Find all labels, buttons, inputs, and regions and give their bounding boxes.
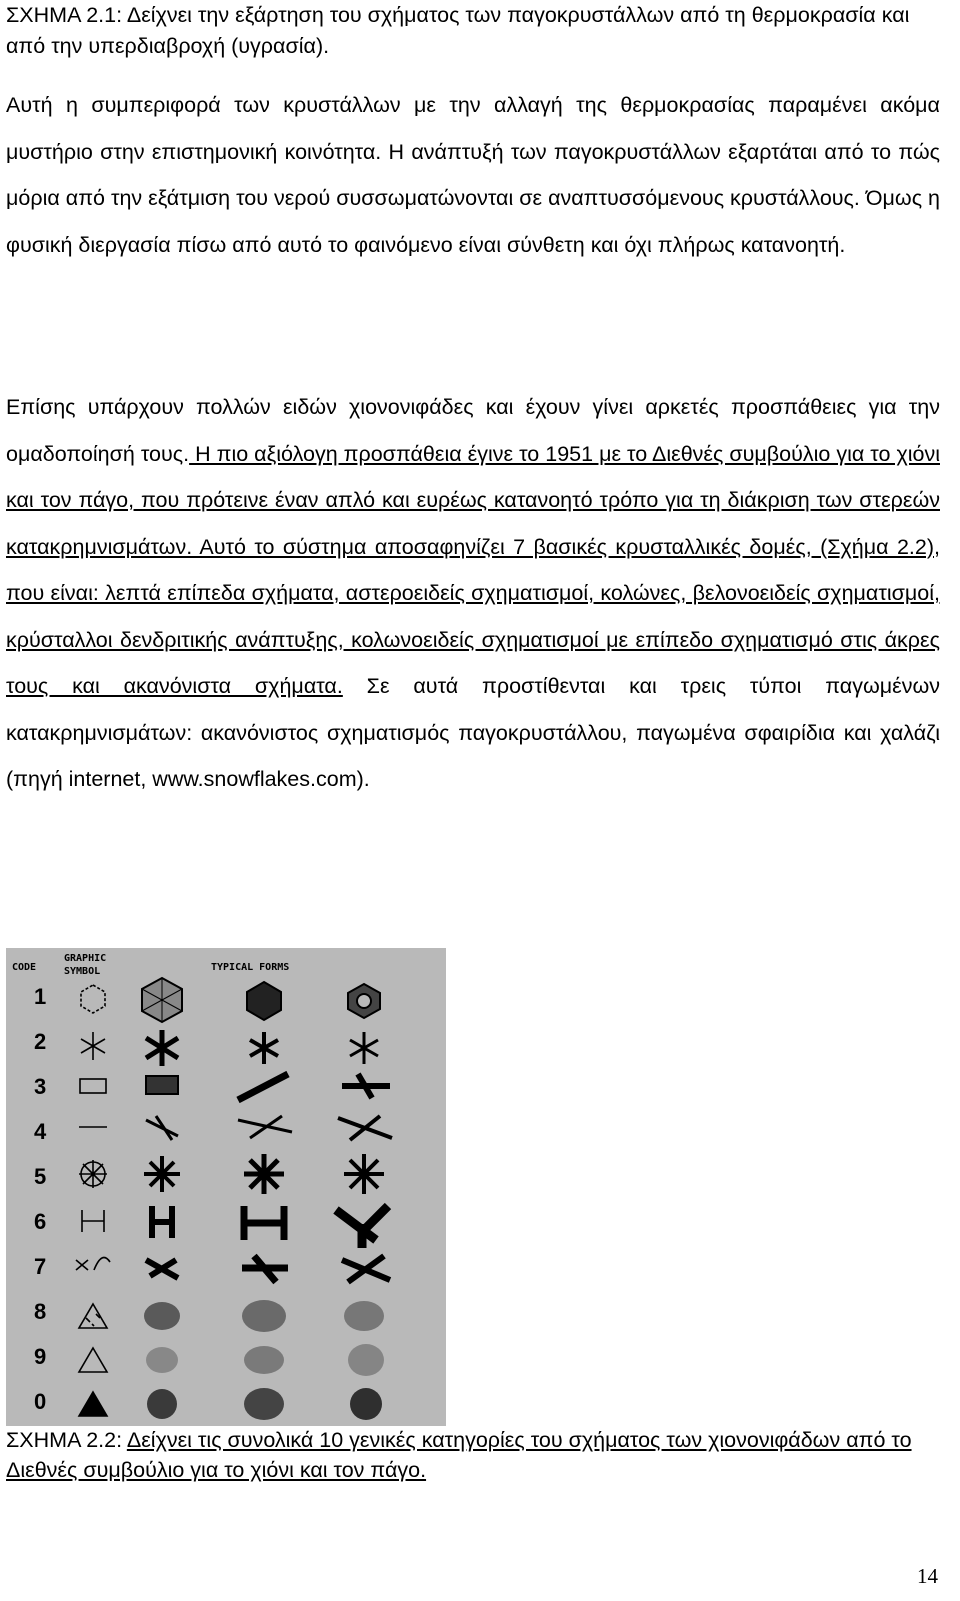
symbol-sleet-icon [79, 1348, 107, 1372]
paragraph-2-intro: Επίσης υπάρχουν πολλών ειδών χιονονιφάδες και έχουν γίνει αρκετές προσπάθειες για την ομαδοποίησή τους. [6, 395, 940, 466]
figure-2-2-caption [6, 1425, 946, 1485]
code-column [34, 984, 47, 1414]
header-graphic-line2: SYMBOL [64, 966, 101, 977]
form-row-graupel [144, 1300, 384, 1332]
form-row-sleet [146, 1344, 384, 1376]
form-row-needles [146, 1116, 392, 1140]
code-6: 6 [34, 1209, 47, 1234]
graphic-symbols [76, 985, 110, 1416]
code-3: 3 [34, 1074, 47, 1099]
code-8: 8 [34, 1299, 47, 1324]
page-number: 14 [917, 1564, 938, 1588]
header-graphic-line1: GRAPHIC [64, 953, 107, 964]
figure-2-1-caption: ΣΧΗΜΑ 2.1: Δείχνει την εξάρτηση του σχήματος των παγοκρυστάλλων από τη θερμοκρασία και από την υπερδιαβροχή (υγρασία). [6, 3, 910, 58]
form-row-stars [146, 1030, 378, 1066]
paragraph-snowflake-classification [6, 384, 940, 803]
typical-forms-images [142, 978, 392, 1420]
header-code: CODE [12, 962, 37, 973]
symbol-capped-column-icon [82, 1210, 104, 1232]
paragraph-2-underlined-text: Η πιο αξιόλογη προσπάθεια έγινε το 1951 με το Διεθνές συμβούλιο για το χιόνι και τον πάγο, που πρότεινε έναν απλό και ευρέως κατανοητό τρόπο για τη διάκριση των στερεών κατακρημνισμάτων. Αυτό το σύστημα αποσαφηνίζει 7 βασικές κρυσταλλικές δομές, (Σχήμα 2.2), που είναι: λεπτά επίπεδα σχήματα, αστεροειδείς σχηματισμοί, κολώνες, βελονοειδείς σχηματισμοί, κρύσταλλοι δενδριτικής ανάπτυξης, κολωνοειδείς σχηματισμοί με επίπεδο σχηματισμό στις άκρες τους και ακανόνιστα σχήματα. [6, 441, 940, 698]
form-row-capped-columns [152, 1206, 388, 1248]
paragraph-crystal-behavior: Αυτή η συμπεριφορά των κρυστάλλων με την αλλαγή της θερμοκρασίας παραμένει ακόμα μυστήριο στην επιστημονική κοινότητα. Η ανάπτυξή των παγοκρυστάλλων εξαρτάται από το πώς μόρια από την εξάτμιση του νερού συσσωματώνονται σε αναπτυσσόμενους κρυστάλλους. Όμως η φυσική διεργασία πίσω από αυτό το φαινόμενο είναι σύνθετη και όχι πλήρως κατανοητή. [6, 93, 940, 257]
figure-2-2-caption-prefix: ΣΧΗΜΑ 2.2: [6, 1428, 127, 1452]
figure-drawing [6, 948, 446, 1426]
symbol-irregular-icon [76, 1258, 110, 1271]
figure-2-2-caption-text: Δείχνει τις συνολικά 10 γενικές κατηγορίες του σχήματος των χιονονιφάδων από το Διεθνές συμβούλιο για το χιόνι και τον πάγο. [6, 1428, 912, 1482]
code-1: 1 [34, 984, 47, 1009]
symbol-column-icon [80, 1079, 106, 1093]
snowflake-classification-figure [6, 948, 446, 1426]
symbol-star-icon [81, 1032, 105, 1060]
code-7: 7 [34, 1254, 47, 1279]
form-row-dendrites [144, 1154, 384, 1194]
symbol-dendrite-icon [79, 1160, 107, 1188]
symbol-hail-icon [79, 1392, 107, 1416]
form-row-irregular [146, 1256, 390, 1282]
form-row-plates [142, 978, 380, 1022]
code-4: 4 [34, 1119, 47, 1144]
form-row-hail [147, 1388, 382, 1420]
header-typical-forms: TYPICAL FORMS [211, 962, 290, 973]
code-9: 9 [34, 1344, 47, 1369]
paragraph-2-closing: Σε αυτά προστίθενται και τρεις τύποι παγωμένων κατακρημνισμάτων: ακανόνιστος σχηματισμός παγοκρυστάλλου, παγωμένα σφαιρίδια και χαλάζι (πηγή internet, www.snowflakes.com). [6, 674, 940, 791]
code-0: 0 [34, 1389, 47, 1414]
code-5: 5 [34, 1164, 47, 1189]
symbol-graupel-icon [79, 1304, 107, 1328]
code-2: 2 [34, 1029, 47, 1054]
symbol-plate-hexagon-icon [81, 985, 105, 1013]
form-row-columns [146, 1074, 390, 1100]
